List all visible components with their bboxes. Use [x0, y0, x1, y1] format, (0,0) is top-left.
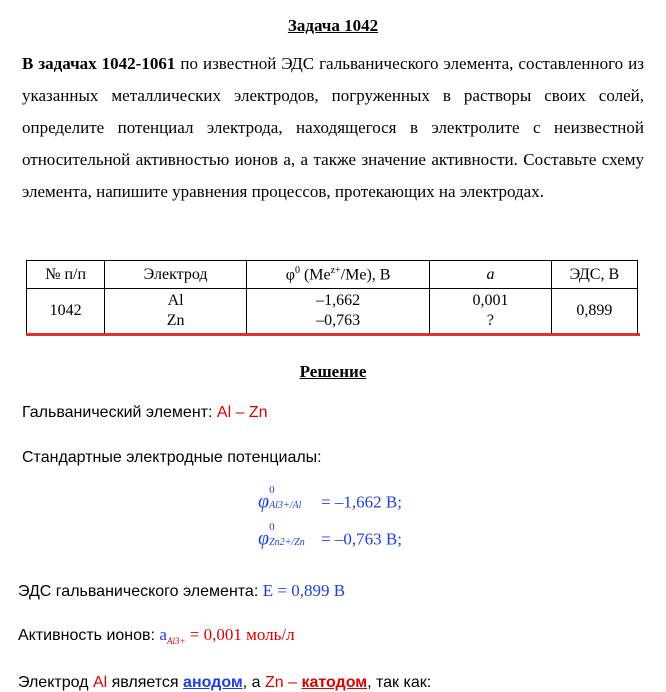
anode-word: анодом — [183, 674, 243, 691]
col-header-emf: ЭДС, В — [551, 261, 637, 289]
phi-zn-value: = –0,763 В; — [321, 529, 402, 549]
col-header-electrode: Электрод — [105, 261, 247, 289]
cell-label: Гальванический элемент: — [22, 404, 217, 421]
emf-label: ЭДС гальванического элемента: — [18, 583, 263, 600]
phi-zn-formula: φ 0 Zn2+/Zn = –0,763 В; — [258, 521, 402, 550]
phi-al-formula: φ 0 Al3+/Al = –1,662 В; — [258, 484, 402, 513]
activity-label: Активность ионов: — [18, 627, 160, 644]
activity-sub: Al3+ — [166, 636, 186, 647]
phi-zn-sub: Zn2+/Zn — [269, 537, 305, 548]
cell-electrode-2: Zn — [166, 312, 185, 329]
cell-value: Al – Zn — [216, 404, 268, 421]
col-header-potential: $\varphi^0$ $(Me^{z+}/Me)$, В — [246, 261, 429, 289]
task-range: В задачах 1042-1061 — [22, 54, 176, 73]
activity-symbol: a — [159, 625, 167, 644]
cathode-word: катодом — [301, 674, 368, 691]
cell-line — [22, 404, 268, 422]
cell-electrodes — [105, 289, 247, 334]
phi-al-value: = –1,662 В; — [321, 492, 402, 512]
phi-al-sub: Al3+/Al — [269, 500, 302, 511]
data-table — [26, 260, 638, 334]
activity-value: = 0,001 моль/л — [185, 625, 295, 644]
cell-electrode-1: Al — [167, 292, 184, 309]
std-potentials-label: Стандартные электродные потенциалы: — [22, 449, 322, 466]
table-header-row — [27, 261, 638, 289]
activity-line — [18, 625, 295, 646]
task-statement — [22, 48, 644, 208]
red-underline — [26, 333, 640, 336]
task-title: Задача 1042 — [287, 16, 379, 35]
cell-activities — [430, 289, 552, 334]
cell-potentials — [246, 289, 429, 334]
col-header-activity: a — [430, 261, 552, 289]
cell-potential-2: –0,763 — [316, 312, 361, 329]
emf-line — [18, 581, 345, 601]
cell-num: 1042 — [27, 289, 105, 334]
solution-heading: Решение — [299, 362, 367, 381]
cell-activity-1: 0,001 — [472, 292, 509, 309]
cell-emf: 0,899 — [551, 289, 637, 334]
cell-potential-1: –1,662 — [316, 292, 361, 309]
electrode-role-line: Электрод Al является анодом, а Zn – катодом, так как: — [18, 674, 432, 691]
table-row — [27, 289, 638, 334]
col-header-num: № п/п — [27, 261, 105, 289]
emf-value: E = 0,899 В — [262, 581, 346, 600]
cell-activity-2: ? — [486, 312, 495, 329]
task-text: по известной ЭДС гальванического элемента, составленного из указанных металлических электродов, погруженных в растворы своих солей, определите потенциал электрода, находящегося в электролите с неизвестной относительной активностью ионов а, а также значение активности. Составьте схему элемента, напишите уравнения процессов, протекающих на электродах. — [22, 54, 644, 201]
